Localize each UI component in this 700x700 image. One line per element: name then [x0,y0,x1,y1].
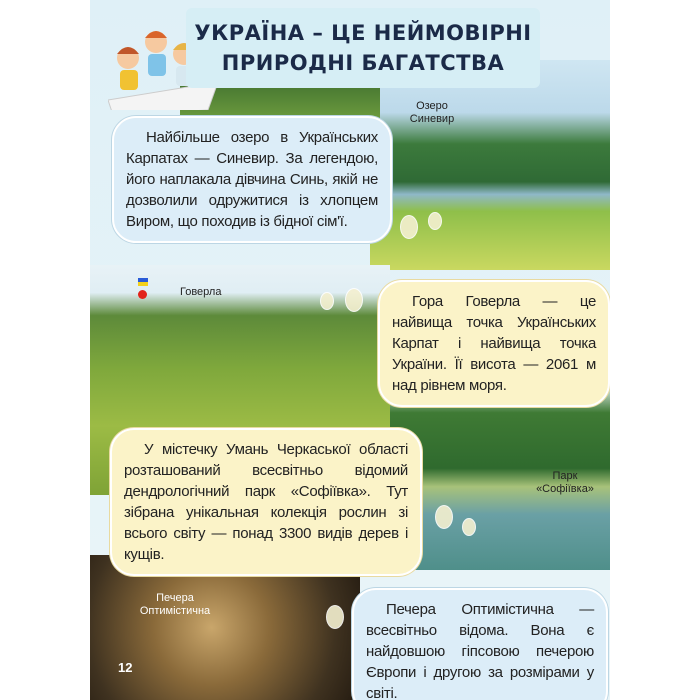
water-drop-icon [435,505,453,529]
book-page [90,0,610,700]
cave-photo [90,555,360,700]
synevyr-label [402,100,462,126]
cave-label: Печера Оптимістична [139,592,211,617]
synevyr-label-text: Озеро Синевир [409,100,455,125]
hoverla-text: Гора Говерла — це найвища точка Українських Карпат і найвища точка України. Її висота — 2061 м над рівнем моря. [392,293,596,394]
water-drop-icon [428,212,442,230]
water-drop-icon [462,518,476,536]
sofiyivka-text: У містечку Умань Черкаської області розташований всесвітньо відомий дендрологічний парк «Софіївка». Тут зібрана унікальная колекція рослин зі всього світу — понад 3300 видів дерев і кущів. [124,441,408,563]
page-title [186,8,540,88]
water-drop-icon [320,292,334,310]
hoverla-text-bubble [378,280,610,407]
water-drop-icon [345,288,363,312]
cave-text-bubble [352,588,608,700]
cave-text: Печера Оптимістична — всесвітньо відома. Вона є найдовшою гіпсовою печерою Європи і другою за розмірами у світі. [366,601,594,700]
water-drop-icon [400,215,418,239]
title-line-2: ПРИРОДНІ БАГАТСТВА [221,51,505,75]
ukraine-flag-icon [138,278,148,286]
synevyr-text-bubble [112,116,392,243]
location-marker-icon [138,290,147,299]
synevyr-text: Найбільше озеро в Українських Карпатах — Синевир. За легендою, його наплакала дівчина Синь, якій не дозволили одружитися із хлопцем Виром, що походив із бідної сім'ї. [126,129,378,230]
title-line-1: УКРАЇНА – ЦЕ НЕЙМОВІРНІ [194,21,532,45]
sofiyivka-label: Парк «Софіївка» [536,470,594,495]
sofiyivka-text-bubble [110,428,422,576]
water-drop-icon [326,605,344,629]
page-number: 12 [118,660,133,675]
hoverla-label: Говерла [180,286,222,298]
